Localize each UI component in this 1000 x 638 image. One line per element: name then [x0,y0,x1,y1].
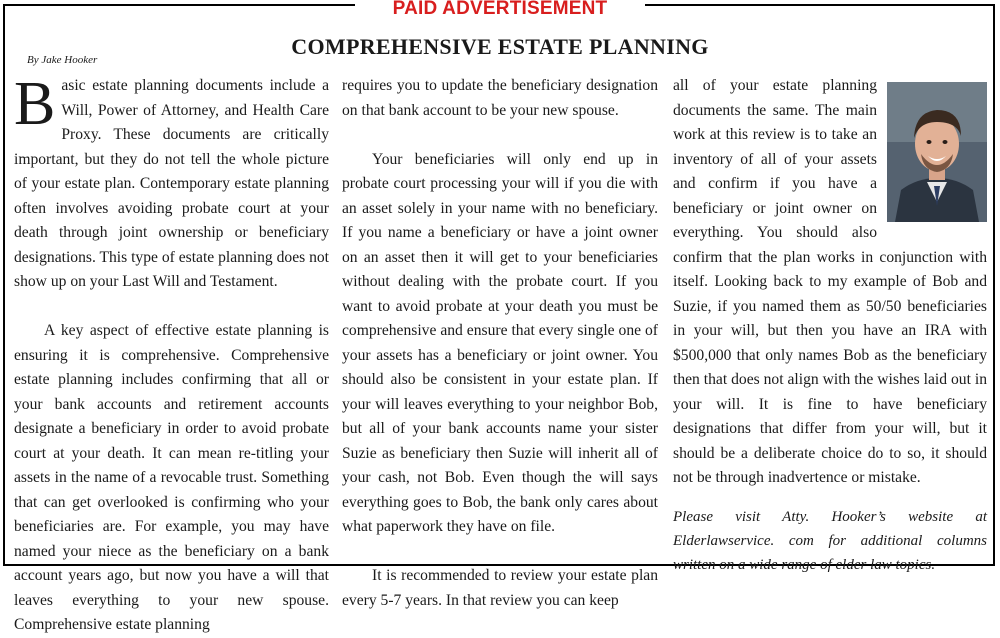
author-photo [887,82,987,222]
article-column-3 [673,74,987,577]
paragraph-1 [14,70,330,295]
paid-advertisement-banner: PAID ADVERTISEMENT [392,0,608,19]
portrait-photo-icon [887,82,987,222]
paragraph-2-continued: requires you to update the beneficiary designation on that bank account to be your new spouse. [342,77,658,119]
paragraph-4: It is recommended to review your estate plan every 5-7 years. In that review you can keep [342,567,658,609]
paragraph-1-text: asic estate planning documents include a Will, Power of Attorney, and Health Care Proxy. These documents are critically important, but they do not tell the whole picture of your estate plan. Contemporary estate planning often involves avoiding probate court at your death through joint ownership or beneficiary designations. This type of estate planning does not show up on your Last Will and Testament. [14,77,330,290]
website-promo: Please visit Atty. Hooker’s website at Elderlawservice. com for additional columns written on a wide range of elder law topics. [673,508,987,573]
paragraph-3: Your beneficiaries will only end up in probate court processing your will if you die with an asset solely in your name with no beneficiary. If you name a beneficiary or have a joint owner on an asset then it will get to your beneficiaries without dealing with the probate court. If you want to avoid probate at your death you must be comprehensive and ensure that every single one of your assets has a beneficiary or joint owner. You should also be consistent in your estate plan. If your will leaves everything to your neighbor Bob, but all of your bank accounts name your sister Suzie as beneficiary then Suzie will inherit all of your cash, not Bob. Even though the will says everything goes to Bob, the bank only cares about what paperwork they have on file. [342,150,658,535]
article-column-2 [342,74,658,613]
paragraph-2: A key aspect of effective estate planning is ensuring it is comprehensive. Comprehensive estate planning includes confirming that all or your bank accounts and retirement accounts designate a beneficiary in order to avoid probate court at your death. It can mean re-titling your assets in the name of a revocable trust. Something that can get overlooked is confirming who your beneficiaries are. For example, you may have named your niece as the beneficiary on a bank account years ago, but now you have a will that leaves everything to your new spouse. Comprehensive estate planning [14,322,329,633]
paragraph-4-continued: all of your estate planning documents the same. The main work at this review is to take an inventory of all of your assets and confirm if you have a beneficiary or joint owner on everything. You should also confirm that the plan works in conjunction with itself. Looking back to my example of Bob and Suzie, if you named them as 50/50 beneficiaries in your will, but then you have an IRA with $500,000 that only names Bob as the beneficiary then that does not align with the wishes laid out in your will. It is fine to have beneficiary designations that differ from your will, but it should be a deliberate choice do to so, it should not be through inadvertence or mistake. [673,77,987,486]
article-headline: COMPREHENSIVE ESTATE PLANNING [291,34,709,59]
article-column-1 [14,70,330,638]
drop-cap: B [14,70,56,138]
article-byline: By Jake Hooker [27,54,98,66]
